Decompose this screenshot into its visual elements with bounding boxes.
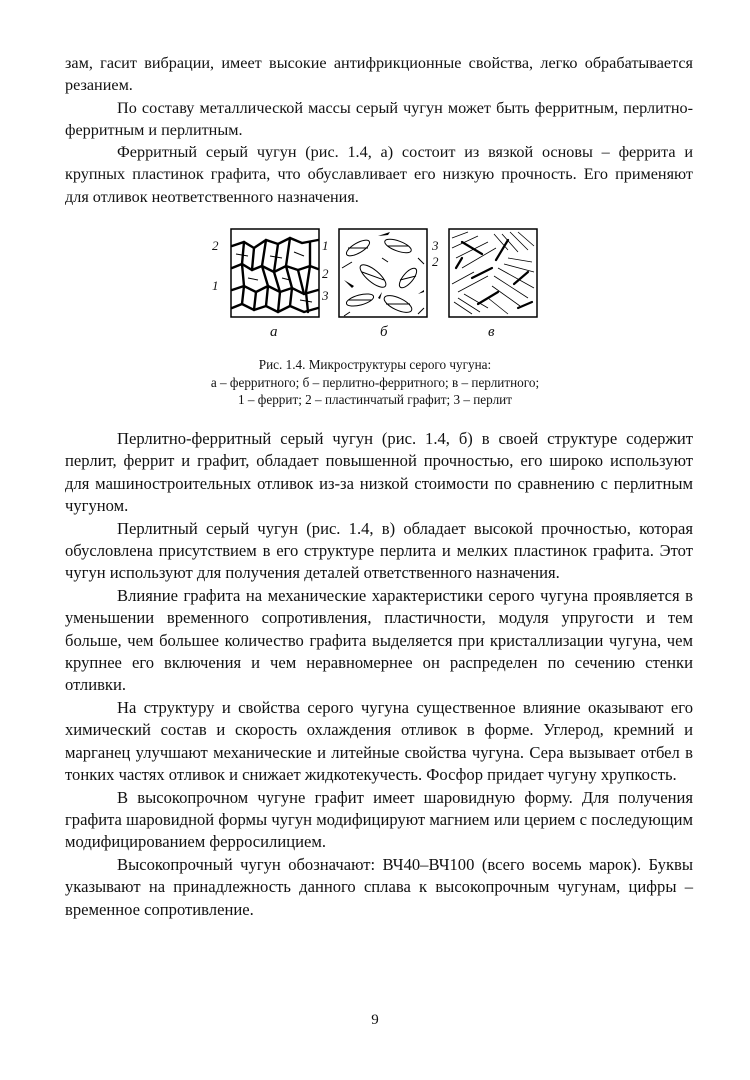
figure-1-4 [200, 222, 550, 352]
text-block-top [65, 52, 693, 208]
caption-title: Рис. 1.4. Микроструктуры серого чугуна: [258, 357, 492, 372]
caption-legend-phases: 1 – феррит; 2 – пластинчатый графит; 3 – перлит [238, 392, 512, 408]
label-graphite-b: 2 [322, 266, 329, 281]
label-ferrite: 1 [212, 278, 219, 293]
caption-legend-structures: а – ферритного; б – перлитно-ферритного; в – перлитного; [210, 374, 540, 390]
paragraph: Перлитный серый чугун (рис. 1.4, в) обладает высокой прочностью, которая обусловлена присутствием в его структуре перлита и мелких пластинок графита. Этот чугун используют для получения деталей ответственного назначения. [65, 518, 693, 583]
micrograph-ferritic [230, 228, 320, 318]
paragraph: На структуру и свойства серого чугуна существенное влияние оказывают его химический состав и скорость охлаждения отливок в форме. Углерод, кремний и марганец улучшают механические и литейные свойства чугуна. Сера вызывает отбел в тонких частях отливок и снижает жидкотекучесть. Фосфор придает чугуну хрупкость. [65, 697, 693, 785]
page-number: 9 [371, 1012, 379, 1028]
text-block-bottom [65, 428, 693, 921]
panel-letter-b: б [380, 324, 388, 340]
paragraph: В высокопрочном чугуне графит имеет шаровидную форму. Для получения графита шаровидной формы чугун модифицируют магнием или церием с последующим модифицированием ферросилицием. [65, 787, 693, 852]
label-graphite-v: 2 [432, 254, 439, 269]
paragraph: зам, гасит вибрации, имеет высокие антифрикционные свойства, легко обрабатывается резанием. [65, 54, 693, 95]
label-graphite: 2 [212, 238, 219, 253]
paragraph: По составу металлической массы серый чугун может быть ферритным, перлитно-ферритным и перлитным. [65, 98, 693, 139]
micrograph-pearlitic [448, 228, 538, 318]
paragraph: Влияние графита на механические характеристики серого чугуна проявляется в уменьшении временного сопротивления, пластичности, модуля упругости и тем больше, чем большее количество графита выделяется при кристаллизации чугуна, чем крупнее его включения и чем неравномернее он распределен по сечению стенки отливки. [65, 585, 693, 695]
micrograph-pearlitic-ferritic [338, 228, 428, 318]
paragraph: Перлитно-ферритный серый чугун (рис. 1.4, б) в своей структуре содержит перлит, феррит и графит, обладает повышенной прочностью, его широко используют для машиностроительных отливок из-за низкой стоимости по сравнению с перлитным чугуном. [65, 429, 693, 516]
panel-letter-a: а [270, 324, 278, 340]
label-ferrite-b: 1 [322, 238, 329, 253]
paragraph: Высокопрочный чугун обозначают: ВЧ40–ВЧ100 (всего восемь марок). Буквы указывают на принадлежность данного сплава к высокопрочным чугунам, цифры – временное сопротивление. [65, 854, 693, 919]
label-pearlite-b: 3 [322, 288, 329, 303]
figure-caption [120, 356, 630, 409]
label-pearlite-v: 3 [432, 238, 439, 253]
panel-letter-v: в [488, 324, 495, 340]
paragraph: Ферритный серый чугун (рис. 1.4, а) состоит из вязкой основы – феррита и крупных пластинок графита, что обуславливает его низкую прочность. Его применяют для отливок неответственного назначения. [65, 143, 693, 206]
